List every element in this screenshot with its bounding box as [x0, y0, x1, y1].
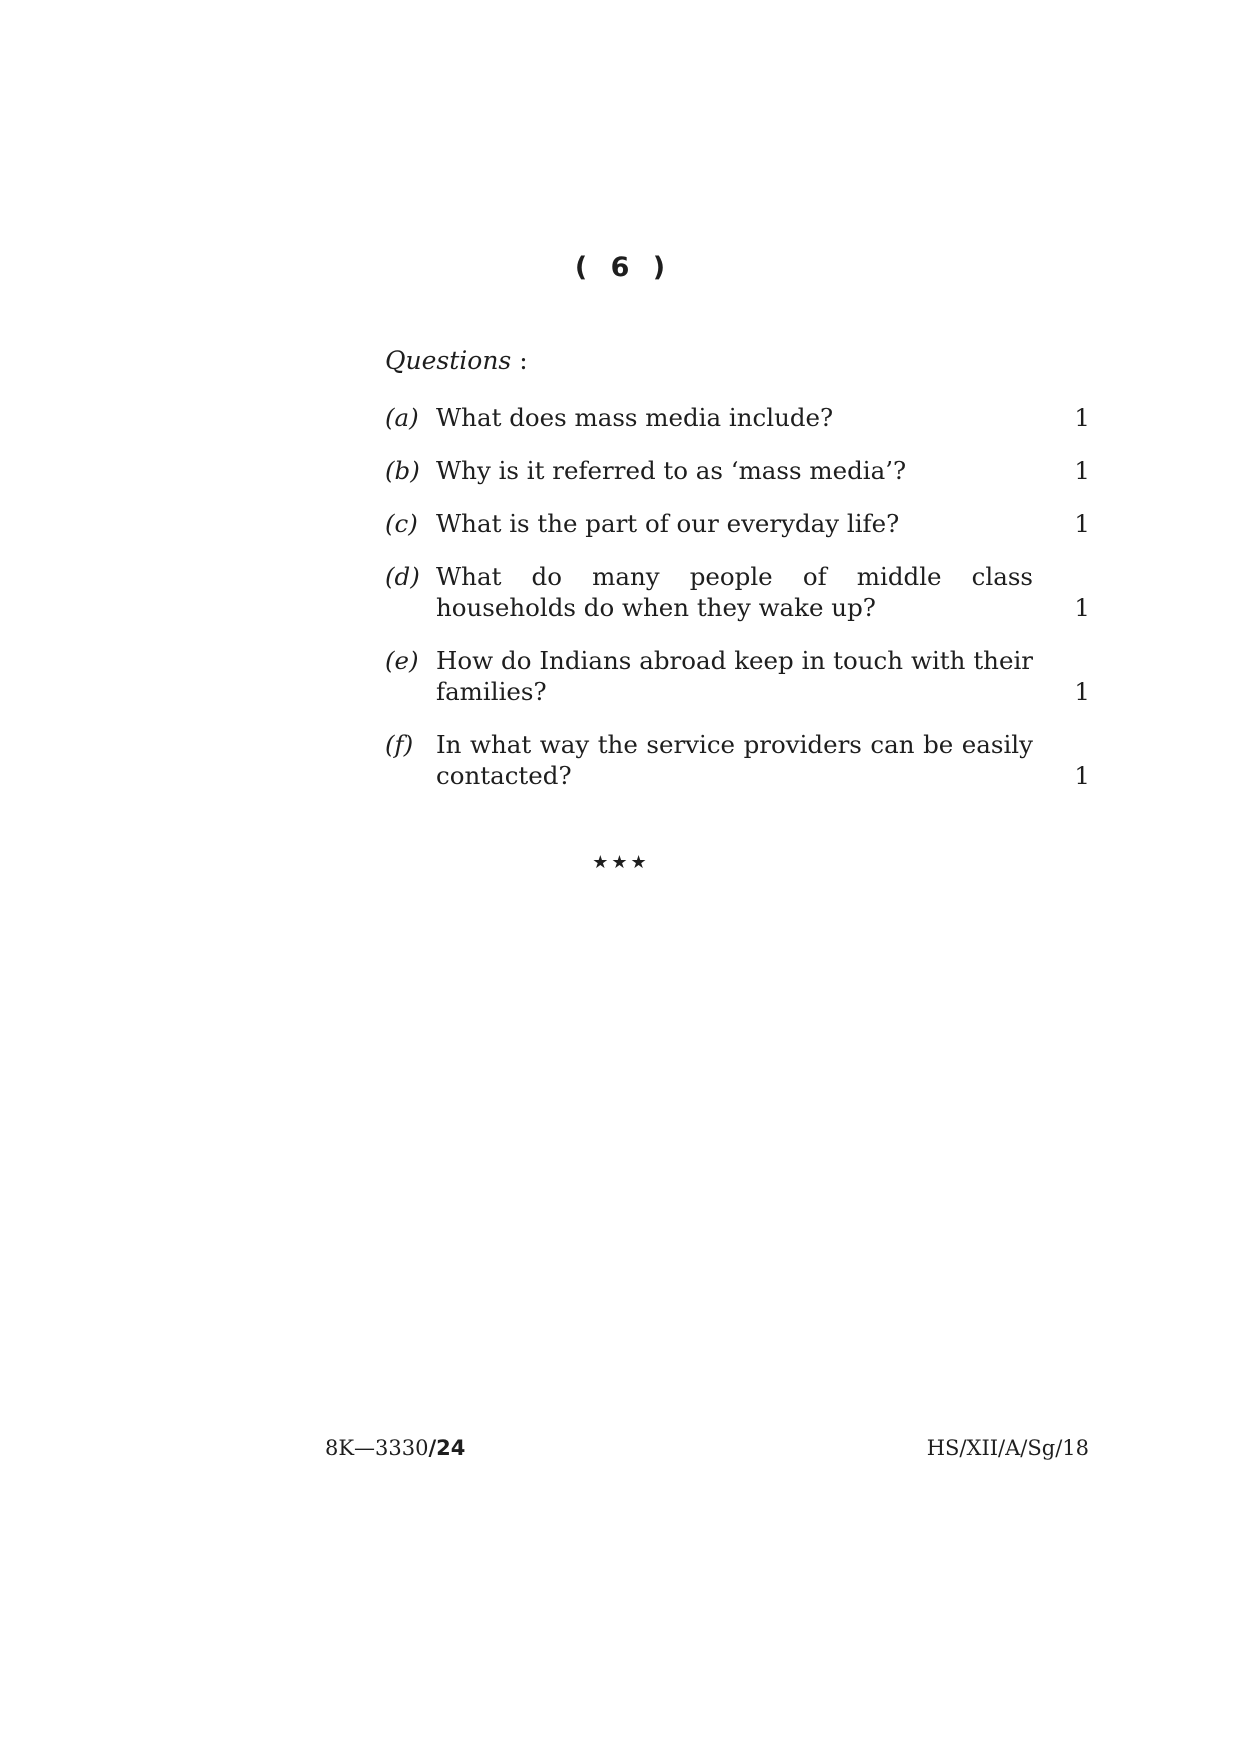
question-marks: 1 [1074, 403, 1090, 432]
question-text: In what way the service providers can be easily contacted? [436, 730, 1033, 790]
footer-print-code [325, 1436, 465, 1460]
question-marks: 1 [1074, 509, 1090, 538]
question-marks: 1 [1074, 593, 1090, 622]
question-marks: 1 [1074, 677, 1090, 706]
question-text: What does mass media include? [436, 403, 834, 432]
end-of-paper-stars: ★★★ [592, 852, 650, 873]
questions-heading [385, 346, 528, 375]
question-item-f [385, 729, 1090, 791]
question-label: (a) [385, 403, 419, 432]
questions-heading-suffix: : [511, 346, 528, 375]
question-text: How do Indians abroad keep in touch with their families? [436, 646, 1033, 706]
question-item-d [385, 561, 1090, 623]
question-marks: 1 [1074, 456, 1090, 485]
question-item-e [385, 645, 1090, 707]
footer-paper-code: HS/XII/A/Sg/18 [926, 1436, 1089, 1460]
question-label: (c) [385, 509, 418, 538]
question-text: What is the part of our everyday life? [436, 509, 900, 538]
question-text: What do many people of middle class households do when they wake up? [436, 562, 1033, 622]
question-label: (e) [385, 646, 419, 675]
questions-heading-label: Questions [385, 346, 512, 375]
question-item-c [385, 508, 1090, 539]
footer-code-suffix: /24 [428, 1436, 466, 1460]
question-marks: 1 [1074, 761, 1090, 790]
question-text: Why is it referred to as ‘mass media’? [436, 456, 907, 485]
question-list [385, 402, 1090, 813]
question-label: (d) [385, 562, 420, 591]
question-label: (b) [385, 456, 420, 485]
question-label: (f) [385, 730, 414, 759]
question-item-a [385, 402, 1090, 433]
question-item-b [385, 455, 1090, 486]
page-number: ( 6 ) [574, 252, 668, 283]
footer-code-prefix: 8K—3330 [325, 1436, 429, 1460]
